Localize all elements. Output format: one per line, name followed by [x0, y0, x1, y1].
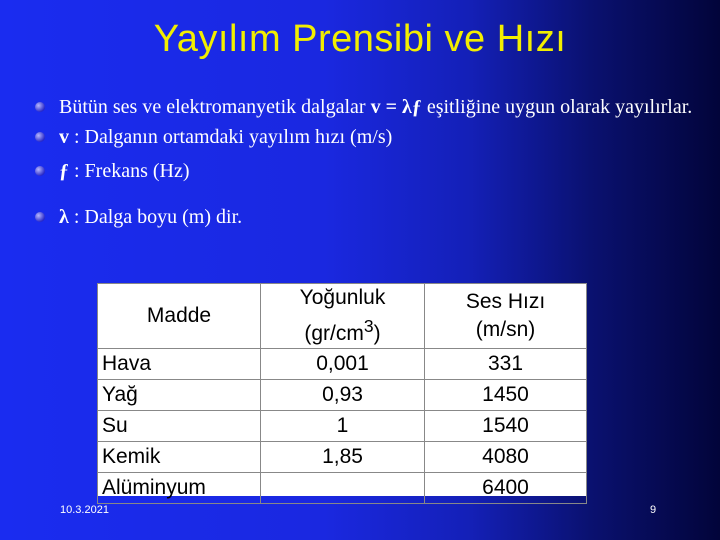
table-row	[98, 349, 587, 380]
cell-yogunluk: 1,85	[261, 442, 425, 473]
cell-hiz: 1540	[425, 411, 587, 442]
bullet-dot-icon	[35, 166, 45, 176]
cell-madde: Hava	[98, 349, 261, 380]
header-yogunluk-unit-sup: 3	[363, 316, 374, 336]
bullet-list	[35, 94, 695, 230]
cell-yogunluk: 0,93	[261, 380, 425, 411]
header-yogunluk-line1: Yoğunluk	[299, 286, 386, 309]
symbol-lambda: λ	[59, 206, 69, 228]
cell-hiz: 6400	[425, 473, 587, 504]
header-ses-hizi	[425, 284, 587, 349]
table-row	[98, 473, 587, 504]
bullet-dot-icon	[35, 102, 45, 112]
table-row	[98, 442, 587, 473]
sound-speed-table	[97, 283, 587, 504]
table-header-row	[98, 284, 587, 349]
bullet-text: eşitliğine uygun olarak yayılırlar.	[421, 96, 693, 118]
bullet-text: Bütün ses ve elektromanyetik dalgalar	[59, 96, 371, 118]
cell-yogunluk	[261, 473, 425, 504]
bullet-text: : Dalganın ortamdaki yayılım hızı (m/s)	[69, 126, 393, 148]
bullet-velocity	[35, 124, 695, 150]
wave-equation: v = λƒ	[370, 96, 422, 118]
page-number: 9	[650, 504, 657, 516]
bullet-text: : Dalga boyu (m) dir.	[68, 206, 243, 228]
table-row	[98, 380, 587, 411]
bullet-dot-icon	[35, 132, 45, 142]
bullet-text: : Frekans (Hz)	[69, 160, 190, 182]
cell-hiz: 1450	[425, 380, 587, 411]
footer-date: 10.3.2021	[60, 504, 109, 516]
header-madde: Madde	[98, 284, 261, 349]
cell-madde: Kemik	[98, 442, 261, 473]
symbol-v: v	[59, 126, 69, 148]
cell-hiz: 4080	[425, 442, 587, 473]
table-row	[98, 411, 587, 442]
bullet-wave-equation	[35, 94, 695, 120]
header-yogunluk-unit-post: )	[373, 322, 381, 345]
bullet-frequency	[35, 158, 695, 184]
header-hiz-line1: Ses Hızı	[465, 290, 546, 313]
bullet-dot-icon	[35, 212, 45, 222]
sound-speed-table-container	[97, 283, 586, 499]
cell-hiz: 331	[425, 349, 587, 380]
header-yogunluk-unit-pre: (gr/cm	[304, 322, 364, 345]
cell-madde: Yağ	[98, 380, 261, 411]
symbol-f: ƒ	[59, 160, 69, 182]
slide-title: Yayılım Prensibi ve Hızı	[153, 18, 567, 60]
header-hiz-line2: (m/sn)	[475, 318, 536, 341]
header-yogunluk	[261, 284, 425, 349]
cell-yogunluk: 1	[261, 411, 425, 442]
cell-madde: Su	[98, 411, 261, 442]
cell-yogunluk: 0,001	[261, 349, 425, 380]
bullet-wavelength	[35, 204, 695, 230]
cell-madde: Alüminyum	[98, 473, 261, 504]
